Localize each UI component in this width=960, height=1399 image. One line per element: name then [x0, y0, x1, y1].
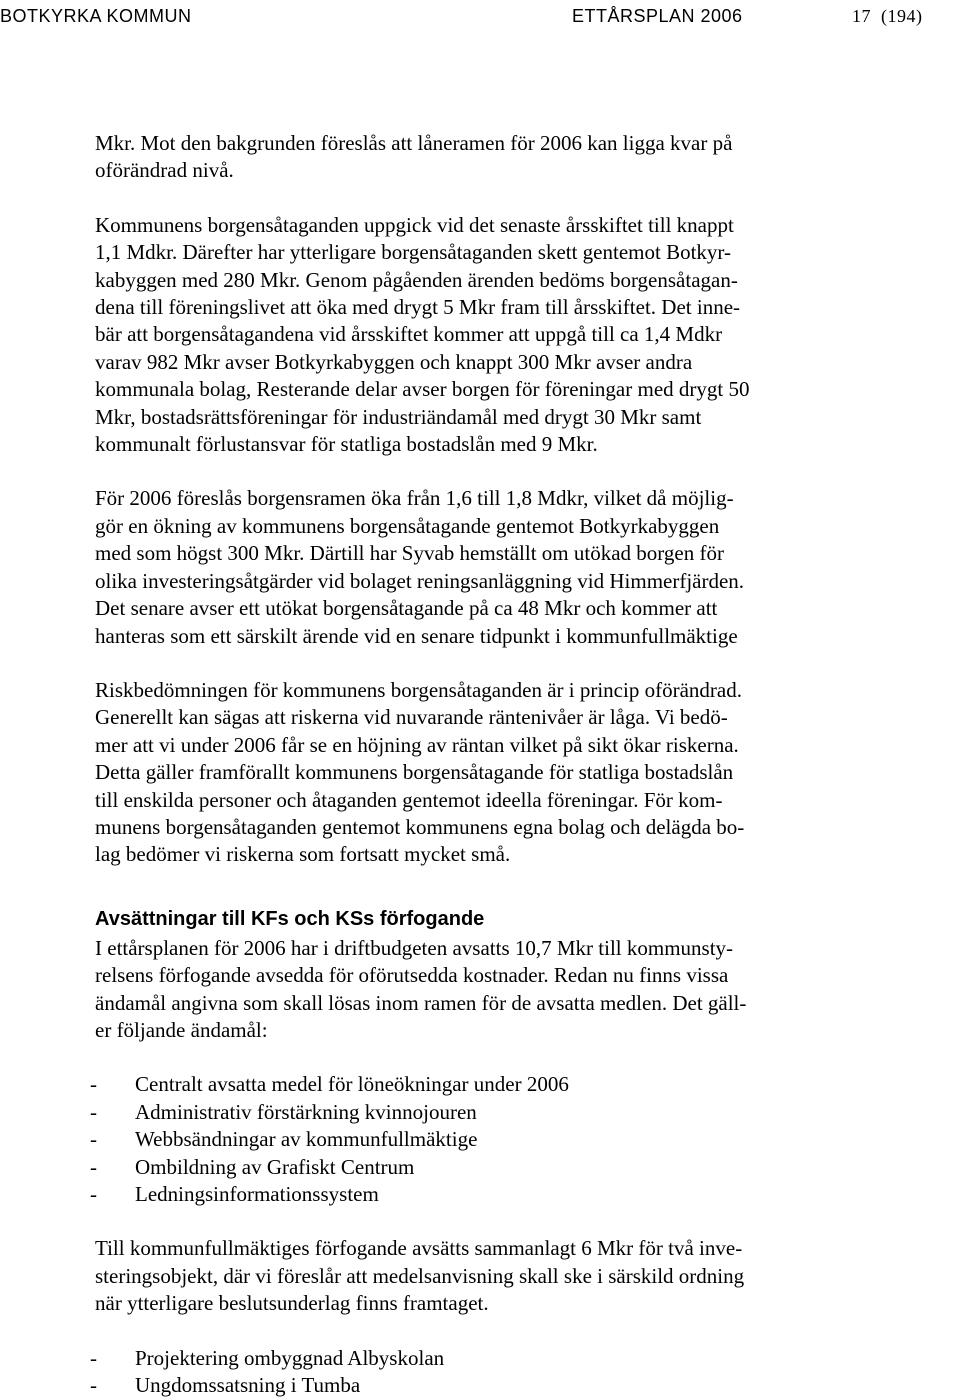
list-item — [90, 1154, 895, 1181]
paragraph-spacer — [95, 1208, 895, 1235]
dash-marker: - — [90, 1373, 97, 1398]
text-line: Det senare avser ett utökat borgensåtagande på ca 48 Mkr och kommer att — [95, 596, 718, 621]
list-item-text: Webbsändningar av kommunfullmäktige — [135, 1127, 478, 1152]
text-line: kommunalt förlustansvar för statliga bostadslån med 9 Mkr. — [95, 432, 598, 457]
document-title: ETTÅRSPLAN 2006 — [572, 6, 743, 26]
text-line: bär att borgensåtagandena vid årsskiftet kommer att uppgå till ca 1,4 Mdkr — [95, 322, 723, 347]
text-line: till enskilda personer och åtaganden gentemot ideella föreningar. För kom- — [95, 787, 723, 812]
text-line: varav 982 Mkr avser Botkyrkabyggen och knappt 300 Mkr avser andra — [95, 349, 693, 374]
dash-marker: - — [90, 1072, 97, 1097]
paragraph-spacer — [95, 458, 895, 485]
document-body — [90, 130, 895, 1399]
paragraph-council-allocation — [95, 1235, 895, 1317]
paragraph-spacer — [95, 1044, 895, 1071]
text-line: Riskbedömningen för kommunens borgensåtaganden är i princip oförändrad. — [95, 677, 742, 702]
paragraph-guarantee-frame-2006 — [95, 485, 895, 649]
list-item-text: Administrativ förstärkning kvinnojouren — [135, 1099, 477, 1124]
text-line: dena till föreningslivet att öka med drygt 5 Mkr fram till årsskiftet. Det inne- — [95, 295, 741, 320]
text-line: oförändrad nivå. — [95, 158, 234, 183]
dash-marker: - — [90, 1345, 97, 1370]
list-item — [90, 1181, 895, 1208]
text-line: Generellt kan sägas att riskerna vid nuvarande räntenivåer är låga. Vi bedö- — [95, 705, 728, 730]
section-heading: Avsättningar till KFs och KSs förfogande — [95, 907, 485, 930]
list-item-text: Centralt avsatta medel för löneökningar under 2006 — [135, 1072, 569, 1097]
text-line: Detta gäller framförallt kommunens borgensåtagande för statliga bostadslån — [95, 760, 734, 785]
text-line: kommunala bolag, Resterande delar avser borgen för föreningar med drygt 50 — [95, 377, 750, 402]
paragraph-loan-frame — [95, 130, 895, 185]
list-item — [90, 1126, 895, 1153]
text-line: kabyggen med 280 Mkr. Genom pågåenden ärenden bedöms borgensåtagan- — [95, 267, 738, 292]
text-line: Mkr. Mot den bakgrunden föreslås att låneramen för 2006 kan ligga kvar på — [95, 131, 733, 155]
purpose-list — [90, 1071, 895, 1208]
paragraph-risk-assessment — [95, 677, 895, 869]
list-item — [90, 1372, 895, 1399]
page-current: 17 — [852, 6, 871, 26]
page-header — [0, 6, 960, 28]
investment-list — [90, 1345, 895, 1399]
dash-marker: - — [90, 1127, 97, 1152]
list-item-text: Projektering ombyggnad Albyskolan — [135, 1345, 445, 1370]
text-line: 1,1 Mdkr. Därefter har ytterligare borgensåtaganden skett gentemot Botkyr- — [95, 240, 731, 265]
list-item — [90, 1345, 895, 1372]
list-item — [90, 1099, 895, 1126]
list-item-text: Ungdomssatsning i Tumba — [135, 1373, 361, 1398]
dash-marker: - — [90, 1099, 97, 1124]
text-line: Mkr, bostadsrättsföreningar för industriändamål med drygt 30 Mkr samt — [95, 404, 702, 429]
text-line: För 2006 föreslås borgensramen öka från 1,6 till 1,8 Mdkr, vilket då möjlig- — [95, 486, 734, 511]
text-line: relsens förfogande avsedda för oförutsedda kostnader. Redan nu finns vissa — [95, 963, 729, 988]
text-line: Kommunens borgensåtaganden uppgick vid det senaste årsskiftet till knappt — [95, 212, 734, 237]
paragraph-guarantees — [95, 212, 895, 459]
text-line: ändamål angivna som skall lösas inom ramen för de avsatta medlen. Det gäll- — [95, 990, 747, 1015]
text-line: I ettårsplanen för 2006 har i driftbudgeten avsatts 10,7 Mkr till kommunsty- — [95, 935, 734, 960]
list-item-text: Ledningsinformationssystem — [135, 1182, 379, 1206]
paragraph-spacer — [95, 869, 895, 896]
organization-name: BOTKYRKA KOMMUN — [0, 6, 192, 26]
paragraph-spacer — [95, 650, 895, 677]
text-line: munens borgensåtaganden gentemot kommunens egna bolag och delägda bo- — [95, 814, 745, 839]
paragraph-allocations — [95, 935, 895, 1045]
list-item-text: Ombildning av Grafiskt Centrum — [135, 1154, 415, 1179]
dash-marker: - — [90, 1182, 97, 1206]
text-line: mer att vi under 2006 får se en höjning av räntan vilket på sikt ökar riskerna. — [95, 732, 739, 757]
text-line: hanteras som ett särskilt ärende vid en senare tidpunkt i kommunfullmäktige — [95, 623, 738, 648]
paragraph-spacer — [95, 1318, 895, 1345]
text-line: steringsobjekt, där vi föreslår att medelsanvisning skall ske i särskild ordning — [95, 1263, 745, 1288]
text-line: med som högst 300 Mkr. Därtill har Syvab hemställt om utökad borgen för — [95, 541, 724, 566]
text-line: när ytterligare beslutsunderlag finns framtaget. — [95, 1291, 489, 1316]
dash-marker: - — [90, 1154, 97, 1179]
page-total: (194) — [881, 6, 923, 26]
page-number — [852, 6, 923, 27]
paragraph-spacer — [95, 185, 895, 212]
text-line: lag bedömer vi riskerna som fortsatt mycket små. — [95, 842, 511, 867]
text-line: er följande ändamål: — [95, 1017, 268, 1042]
text-line: olika investeringsåtgärder vid bolaget reningsanläggning vid Himmerfjärden. — [95, 568, 745, 593]
list-item — [90, 1071, 895, 1098]
text-line: Till kommunfullmäktiges förfogande avsätts sammanlagt 6 Mkr för två inve- — [95, 1236, 743, 1261]
text-line: gör en ökning av kommunens borgensåtagande gentemot Botkyrkabyggen — [95, 513, 720, 538]
